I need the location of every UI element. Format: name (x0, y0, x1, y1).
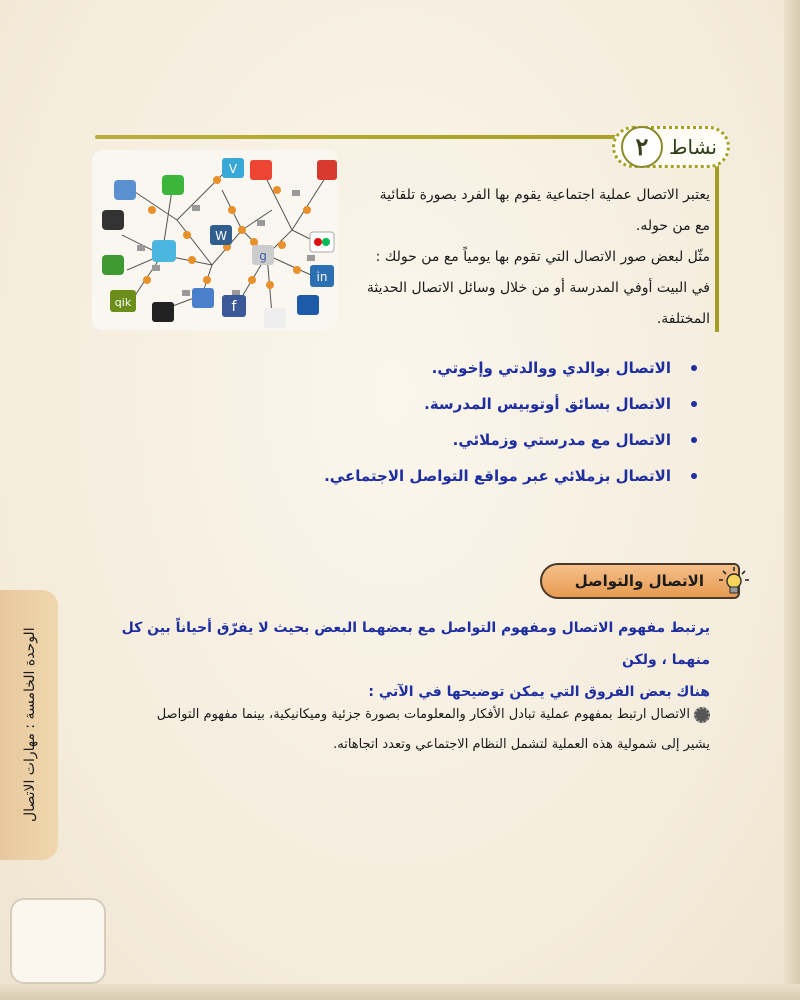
detail-line (110, 700, 710, 730)
svg-text:qik: qik (114, 296, 132, 309)
svg-text:W: W (215, 229, 227, 243)
activity-description (352, 180, 710, 335)
svg-text:g: g (259, 249, 267, 263)
myspace-icon (192, 288, 214, 308)
social-network-illustration (92, 150, 338, 330)
activity-text-line: يعتبر الاتصال عملية اجتماعية يقوم بها الفرد بصورة تلقائية (379, 187, 710, 203)
list-item: الاتصال بوالدي ووالدتي وإخوتي. (320, 350, 705, 386)
skype-icon (114, 180, 136, 200)
list-item: الاتصال بزملائي عبر مواقع التواصل الاجتماعي. (320, 458, 705, 494)
lastfm-icon (317, 160, 337, 180)
lightbulb-icon (717, 566, 751, 596)
youtube-icon (250, 160, 272, 180)
section-header (540, 563, 740, 599)
section-detail (110, 700, 710, 760)
activity-text-line: مع من حوله. (635, 218, 710, 234)
intro-line: هناك بعض الفروق التي يمكن توضيحها في الآتي : (368, 684, 710, 700)
activity-text-line: في البيت أوفي المدرسة أو من خلال وسائل الاتصال الحديثة (366, 280, 710, 296)
activity-answers-list (320, 350, 705, 494)
activity-text-line: مثّل لبعض صور الاتصال التي تقوم بها يومياً مع من حولك : (375, 249, 710, 265)
activity-badge (612, 126, 730, 168)
list-item: الاتصال مع مدرستي وزملائي. (320, 422, 705, 458)
delicious-icon (152, 302, 174, 322)
page-edge-bottom (0, 984, 800, 1000)
activity-side-rule (715, 152, 719, 332)
activity-number: ٢ (621, 126, 663, 168)
list-item: الاتصال بسائق أوتوبيس المدرسة. (320, 386, 705, 422)
detail-line: يشير إلى شمولية هذه العملية لتشمل النظام الاجتماعي وتعدد اتجاهاته. (333, 737, 710, 752)
intro-line: يرتبط مفهوم الاتصال ومفهوم التواصل مع بعضهما البعض بحيث لا يفرّق أحياناً بين كل منهما ، ولكن (121, 620, 710, 668)
social-network-graph (92, 150, 338, 330)
detail-line-text: الاتصال ارتبط بمفهوم عملية تبادل الأفكار والمعلومات بصورة جزئية وميكانيكية، بينما مفهوم التواصل (156, 707, 690, 722)
activity-text-line: المختلفة. (656, 311, 710, 327)
digg-icon (264, 308, 286, 328)
messenger-icon (297, 295, 319, 315)
page-edge-right (784, 0, 800, 1000)
page-number-box (10, 898, 106, 984)
section-intro (110, 612, 710, 708)
unit-side-tab-label: الوحدة الخامسة : مهارات الاتصال (22, 627, 38, 823)
rss-icon (102, 210, 124, 230)
section-title: الاتصال والتواصل (574, 572, 704, 590)
svg-text:V: V (228, 162, 238, 176)
twitter-icon (152, 240, 176, 262)
svg-text:in: in (316, 270, 328, 284)
flickr-icon (102, 255, 124, 275)
evernote-icon (162, 175, 184, 195)
activity-label: نشاط (669, 135, 717, 159)
svg-text:f: f (231, 299, 237, 315)
gear-bullet-icon (694, 707, 710, 723)
